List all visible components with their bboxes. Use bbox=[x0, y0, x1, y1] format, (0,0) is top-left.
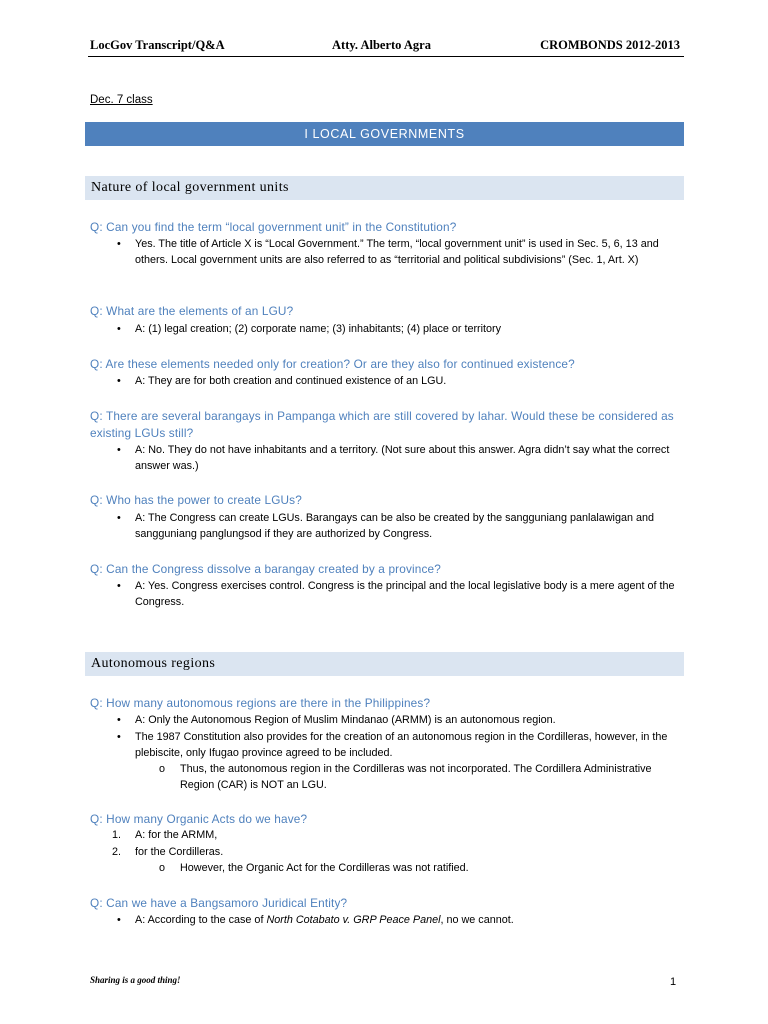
sub-answer-text: Thus, the autonomous region in the Cordilleras was not incorporated. The Cordillera Administrative Region (CAR) is NOT an LGU. bbox=[180, 763, 652, 792]
bullet-marker: • bbox=[117, 444, 121, 456]
page-header bbox=[88, 38, 684, 57]
question: Q: Who has the power to create LGUs? bbox=[90, 493, 302, 507]
answer-item bbox=[117, 442, 680, 475]
question: Q: Can you find the term “local government unit” in the Constitution? bbox=[90, 220, 457, 234]
case-citation: North Cotabato v. GRP Peace Panel bbox=[266, 914, 441, 926]
header-course-title: LocGov Transcript/Q&A bbox=[90, 38, 225, 52]
answer-item bbox=[117, 712, 680, 728]
footer-note: Sharing is a good thing! bbox=[90, 975, 181, 985]
numbered-item bbox=[112, 827, 680, 843]
question: Q: Are these elements needed only for creation? Or are they also for continued existence? bbox=[90, 357, 575, 371]
answer-text: The 1987 Constitution also provides for the creation of an autonomous region in the Cordilleras, however, in the plebiscite, only Ifugao province agreed to be included. bbox=[135, 731, 668, 760]
question: Q: How many Organic Acts do we have? bbox=[90, 812, 308, 826]
bullet-marker: • bbox=[117, 323, 121, 335]
circle-marker: o bbox=[159, 862, 166, 874]
page-number: 1 bbox=[670, 976, 677, 988]
numbered-text: for the Cordilleras. bbox=[135, 846, 224, 858]
question: Q: How many autonomous regions are there in the Philippines? bbox=[90, 696, 431, 710]
answer-text-pre: A: According to the case of bbox=[135, 914, 267, 926]
section-heading-nature bbox=[85, 176, 684, 200]
answer-item bbox=[117, 373, 680, 389]
bullet-marker: • bbox=[117, 731, 121, 743]
date-label: Dec. 7 class bbox=[90, 94, 153, 106]
answer-text: Yes. The title of Article X is “Local Government.” The term, “local government unit” is used in Sec. 5, 6, 13 and others. Local government units are also referred to as “territorial and political subdivisions” (Sec. 1, Art. X) bbox=[135, 238, 659, 267]
bullet-marker: • bbox=[117, 512, 121, 524]
answer-text: A: (1) legal creation; (2) corporate name; (3) inhabitants; (4) place or territory bbox=[135, 323, 502, 335]
bullet-marker: • bbox=[117, 375, 121, 387]
circle-marker: o bbox=[159, 763, 166, 775]
sub-answer-item bbox=[159, 761, 680, 794]
question: Q: Can the Congress dissolve a barangay created by a province? bbox=[90, 562, 441, 576]
number-marker: 2. bbox=[112, 846, 122, 858]
answer-item bbox=[117, 510, 680, 543]
numbered-item bbox=[112, 844, 680, 860]
answer-item bbox=[117, 912, 680, 928]
answer-text: A: The Congress can create LGUs. Barangays can be also be created by the sangguniang panlalawigan and sangguniang panglungsod if they are authorized by Congress. bbox=[135, 512, 654, 541]
number-marker: 1. bbox=[112, 829, 122, 841]
chapter-banner: I LOCAL GOVERNMENTS bbox=[85, 122, 684, 146]
answer-item bbox=[117, 321, 680, 337]
bullet-marker: • bbox=[117, 580, 121, 592]
sub-answer-text: However, the Organic Act for the Cordilleras was not ratified. bbox=[180, 862, 469, 874]
numbered-text: A: for the ARMM, bbox=[135, 829, 218, 841]
question: Q: Can we have a Bangsamoro Juridical Entity? bbox=[90, 896, 348, 910]
answer-item bbox=[117, 236, 680, 269]
answer-text: A: No. They do not have inhabitants and a territory. (Not sure about this answer. Agra didn’t say what the correct answer was.) bbox=[135, 444, 670, 473]
bullet-marker: • bbox=[117, 238, 121, 250]
answer-text: A: Yes. Congress exercises control. Congress is the principal and the local legislative body is a mere agent of the Congress. bbox=[135, 580, 675, 609]
question: Q: What are the elements of an LGU? bbox=[90, 304, 294, 318]
section-heading-text: Autonomous regions bbox=[91, 656, 216, 671]
header-group: CROMBONDS 2012-2013 bbox=[540, 38, 680, 52]
answer-text-post: , no we cannot. bbox=[440, 914, 514, 926]
section-heading-autonomous bbox=[85, 652, 684, 676]
section-heading-text: Nature of local government units bbox=[91, 180, 289, 195]
header-professor: Atty. Alberto Agra bbox=[332, 38, 431, 52]
answer-text: A: Only the Autonomous Region of Muslim Mindanao (ARMM) is an autonomous region. bbox=[135, 714, 556, 726]
sub-answer-item bbox=[159, 860, 680, 876]
bullet-marker: • bbox=[117, 714, 121, 726]
answer-text: A: They are for both creation and continued existence of an LGU. bbox=[135, 375, 447, 387]
answer-item bbox=[117, 729, 680, 762]
question: Q: There are several barangays in Pampanga which are still covered by lahar. Would these be considered as existing LGUs still? bbox=[90, 409, 674, 440]
bullet-marker: • bbox=[117, 914, 121, 926]
answer-item bbox=[117, 578, 680, 611]
